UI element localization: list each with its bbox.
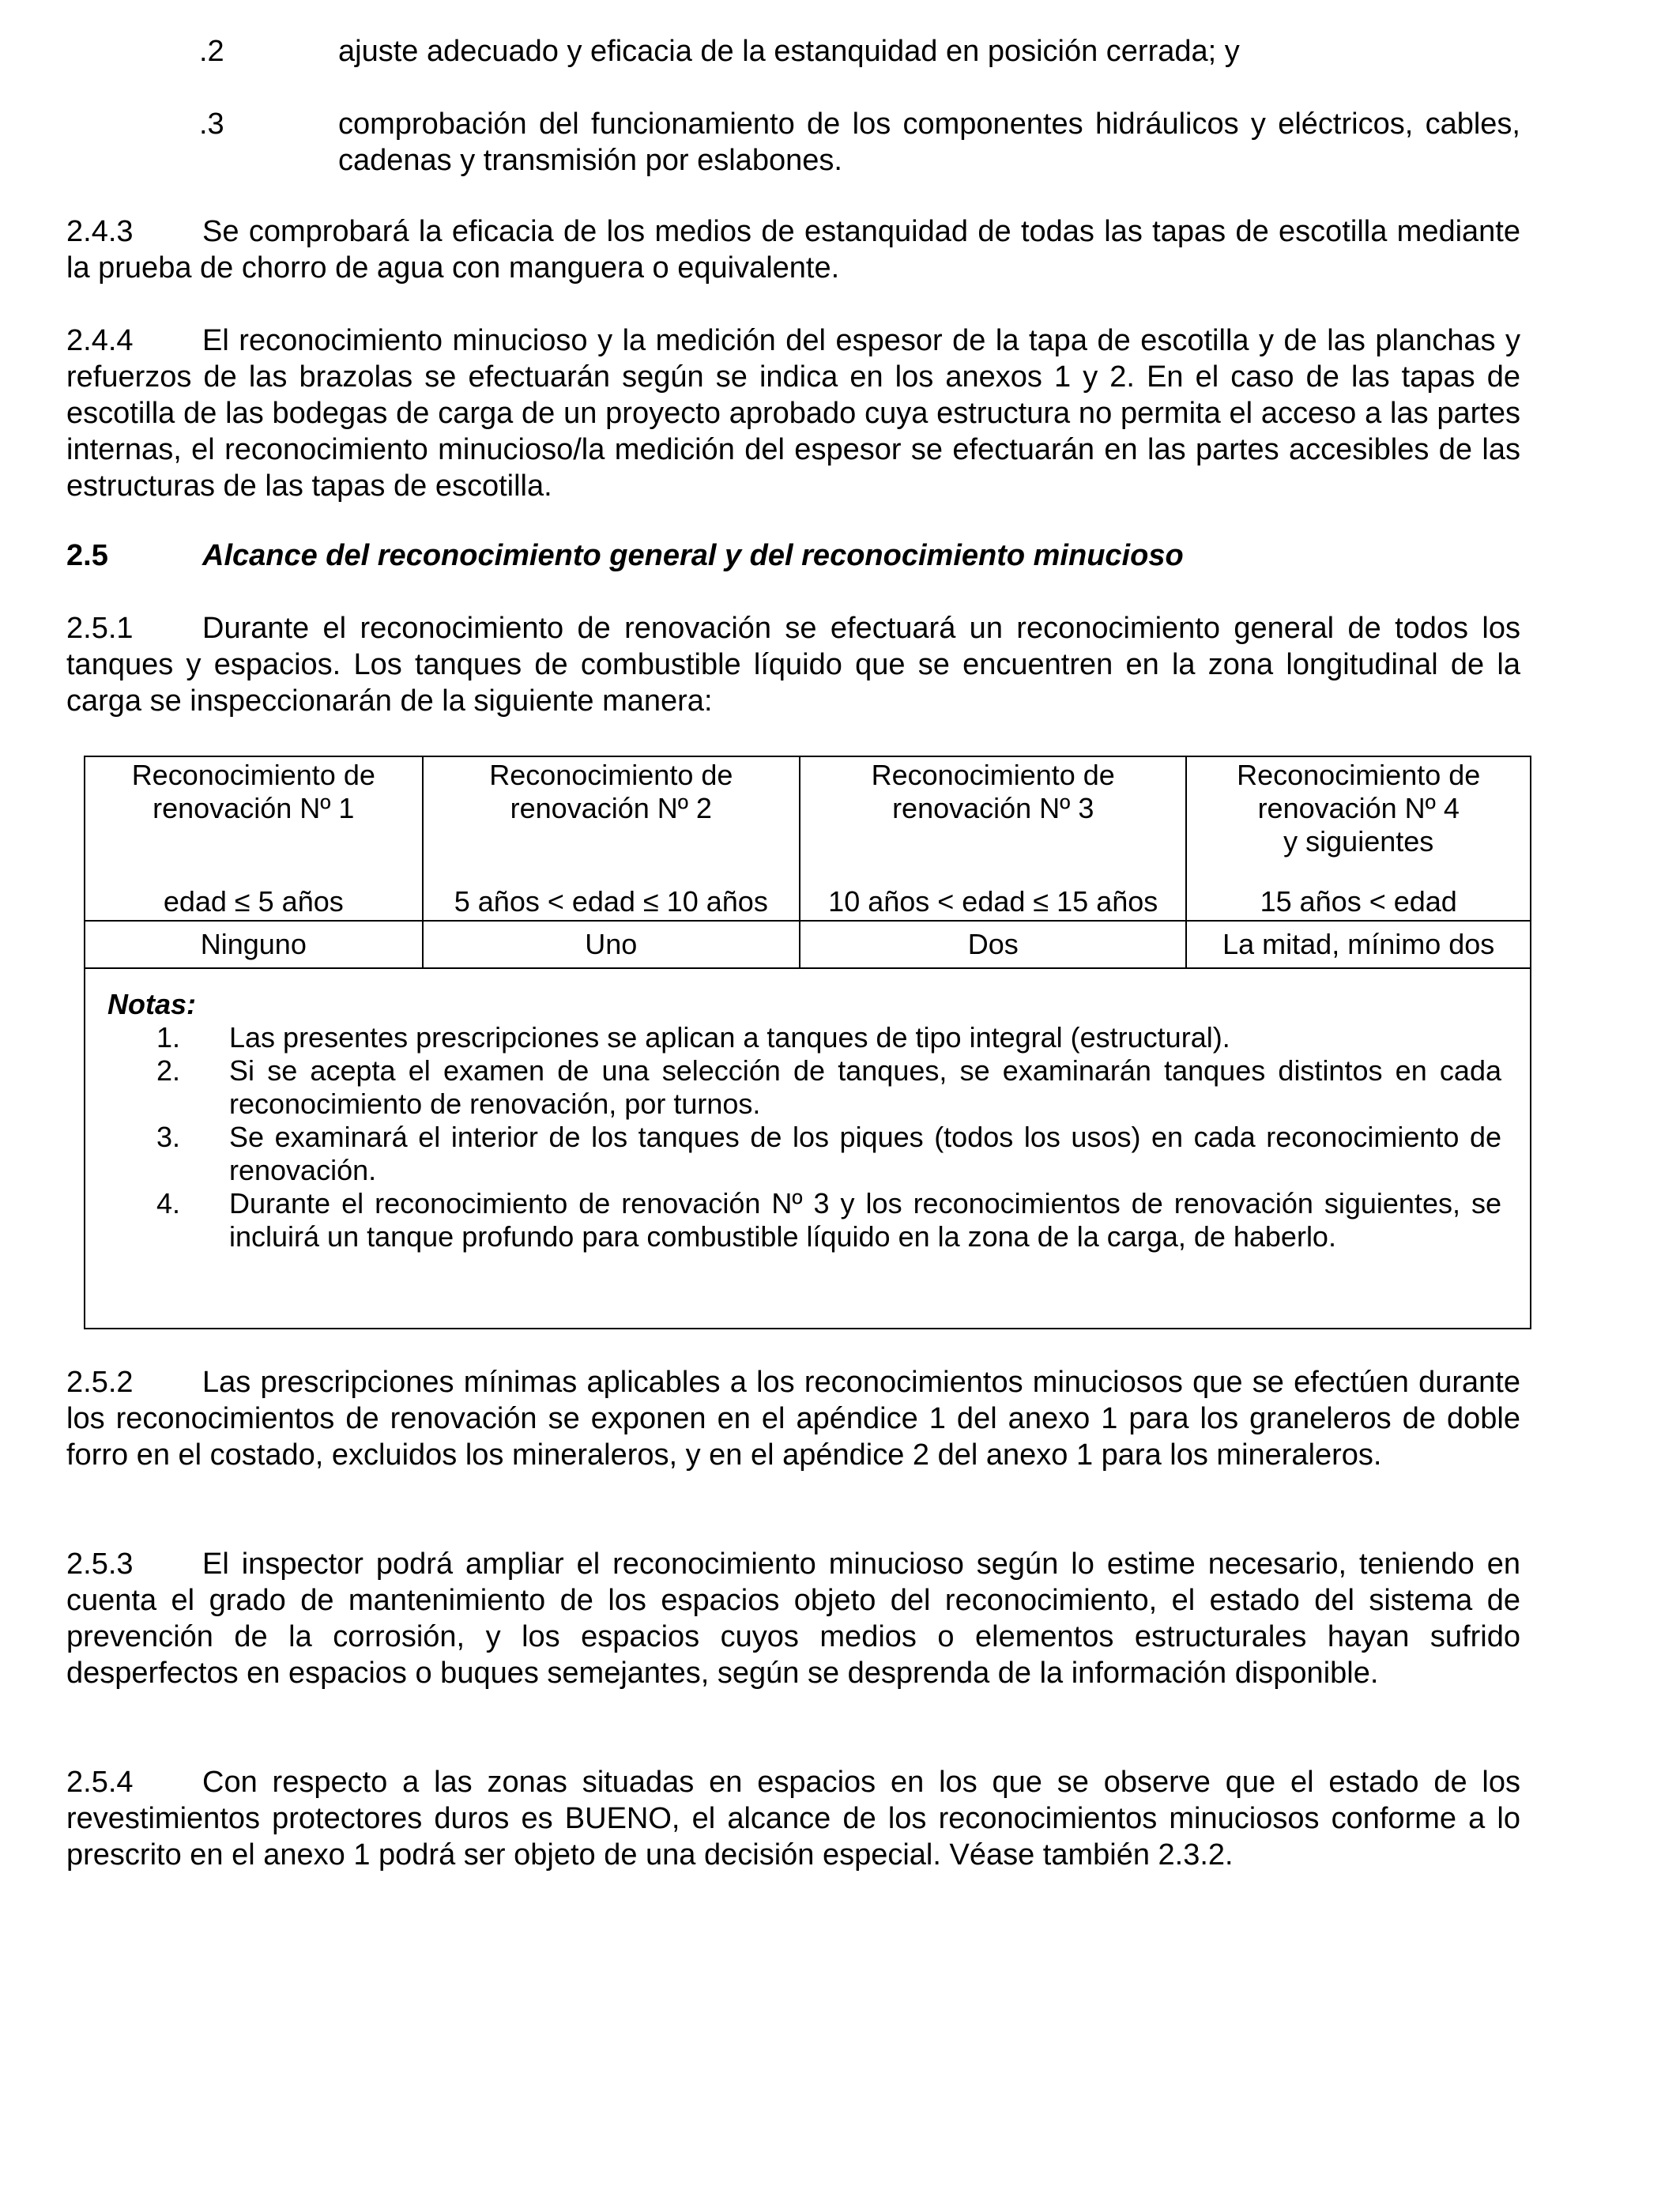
- note-item: [104, 1187, 1501, 1253]
- paragraph-2-4-3: [66, 213, 1520, 286]
- section-number: 2.5: [66, 539, 108, 572]
- note-text: Se examinará el interior de los tanques de los piques (todos los usos) en cada reconocimiento de renovación.: [229, 1121, 1501, 1186]
- paragraph-number: 2.5.2: [66, 1366, 134, 1399]
- table-cell: La mitad, mínimo dos: [1186, 921, 1531, 968]
- paragraph-2-5-2: [66, 1364, 1520, 1473]
- note-item: [104, 1121, 1501, 1187]
- note-text: Las presentes prescripciones se aplican a tanques de tipo integral (estructural).: [229, 1021, 1230, 1054]
- section-title: Alcance del reconocimiento general y del reconocimiento minucioso: [202, 539, 1184, 572]
- note-number: 3.: [156, 1121, 181, 1153]
- note-number: 4.: [156, 1187, 181, 1220]
- paragraph-2-5-4: [66, 1764, 1520, 1873]
- age-range: 5 años < edad ≤ 10 años: [454, 885, 768, 918]
- age-range: 15 años < edad: [1260, 885, 1457, 918]
- note-item: [104, 1054, 1501, 1121]
- paragraph-number: 2.5.4: [66, 1766, 134, 1799]
- table-header-cell: Reconocimiento de renovación Nº 1 edad ≤ 5 años: [85, 756, 423, 921]
- paragraph-text: Con respecto a las zonas situadas en espacios en los que se observe que el estado de los revestimientos protectores duros es BUENO, el alcance de los reconocimientos minuciosos conforme a lo prescrito en el anexo 1 podrá ser objeto de una decisión especial. Véase también 2.3.2.: [66, 1766, 1520, 1872]
- table-row: [85, 921, 1531, 968]
- paragraph-text: Las prescripciones mínimas aplicables a los reconocimientos minuciosos que se efectúen durante los reconocimientos de renovación se exponen en el apéndice 1 del anexo 1 para los graneleros de doble forro en el costado, excluidos los mineraleros, y en el apéndice 2 del anexo 1 para los mineraleros.: [66, 1366, 1520, 1472]
- table-cell: Uno: [423, 921, 800, 968]
- age-range: 10 años < edad ≤ 15 años: [828, 885, 1158, 918]
- table-header-row: [85, 756, 1531, 921]
- note-item: [104, 1021, 1501, 1054]
- paragraph-2-5-3: [66, 1546, 1520, 1691]
- table-header-cell: Reconocimiento de renovación Nº 2 5 años < edad ≤ 10 años: [423, 756, 800, 921]
- paragraph-text: El inspector podrá ampliar el reconocimiento minucioso según lo estime necesario, teniendo en cuenta el grado de mantenimiento de los espacios objeto del reconocimiento, el estado del sistema de prevención de la corrosión, y los espacios cuyos medios o elementos estructurales hayan sufrido desperfectos en espacios o buques semejantes, según se desprenda de la información disponible.: [66, 1547, 1520, 1690]
- note-number: 2.: [156, 1054, 181, 1087]
- paragraph-text: El reconocimiento minucioso y la medición del espesor de la tapa de escotilla y de las planchas y refuerzos de las brazolas se efectuarán según se indica en los anexos 1 y 2. En el caso de las tapas de escotilla de las bodegas de carga de un proyecto aprobado cuya estructura no permita el acceso a las partes internas, el reconocimiento minucioso/la medición del espesor se efectuarán en las partes accesibles de las estructuras de las tapas de escotilla.: [66, 324, 1520, 503]
- paragraph-number: 2.5.3: [66, 1547, 134, 1581]
- list-item-text: ajuste adecuado y eficacia de la estanquidad en posición cerrada; y: [338, 35, 1240, 68]
- paragraph-number: 2.5.1: [66, 612, 134, 645]
- list-item-number: .3: [199, 107, 224, 141]
- paragraph-2-4-4: [66, 322, 1520, 504]
- section-heading-2-5: [66, 537, 1520, 574]
- table-cell: Dos: [800, 921, 1186, 968]
- note-number: 1.: [156, 1021, 181, 1054]
- table-cell: Ninguno: [85, 921, 423, 968]
- note-text: Durante el reconocimiento de renovación Nº 3 y los reconocimientos de renovación siguientes, se incluirá un tanque profundo para combustible líquido en la zona de la carga, de haberlo.: [229, 1187, 1501, 1253]
- notes-title: Notas:: [107, 988, 197, 1020]
- age-range: edad ≤ 5 años: [163, 885, 344, 918]
- paragraph-number: 2.4.4: [66, 324, 134, 357]
- list-item-number: .2: [199, 35, 224, 68]
- table-notes-row: [85, 968, 1531, 1329]
- paragraph-2-5-1: [66, 610, 1520, 719]
- table-header-cell: Reconocimiento de renovación Nº 3 10 años < edad ≤ 15 años: [800, 756, 1186, 921]
- table-header-cell: Reconocimiento de renovación Nº 4 y siguientes 15 años < edad: [1186, 756, 1531, 921]
- paragraph-text: Se comprobará la eficacia de los medios de estanquidad de todas las tapas de escotilla mediante la prueba de chorro de agua con manguera o equivalente.: [66, 215, 1520, 285]
- paragraph-number: 2.4.3: [66, 215, 134, 248]
- paragraph-text: Durante el reconocimiento de renovación se efectuará un reconocimiento general de todos los tanques y espacios. Los tanques de combustible líquido que se encuentren en la zona longitudinal de la carga se inspeccionarán de la siguiente manera:: [66, 612, 1520, 718]
- table-notes-cell: [85, 968, 1531, 1329]
- note-text: Si se acepta el examen de una selección de tanques, se examinarán tanques distintos en cada reconocimiento de renovación, por turnos.: [229, 1054, 1501, 1120]
- survey-table: [84, 756, 1531, 1329]
- list-item-text: comprobación del funcionamiento de los componentes hidráulicos y eléctricos, cables, cadenas y transmisión por eslabones.: [338, 107, 1520, 177]
